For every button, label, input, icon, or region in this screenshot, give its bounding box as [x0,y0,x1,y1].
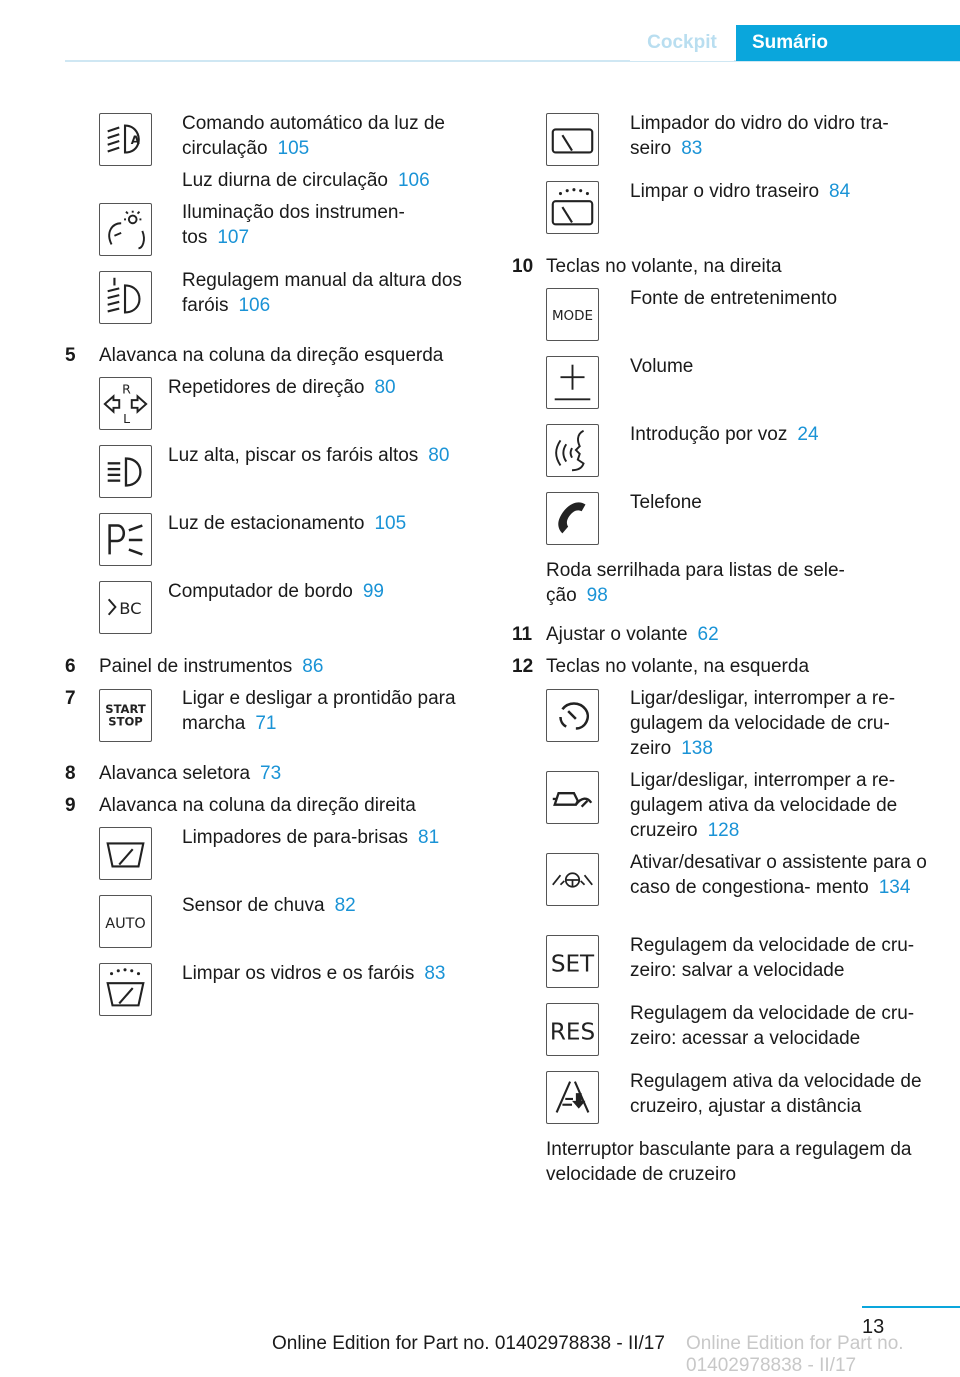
start-label: START [105,702,146,717]
entry-rocker-switch: Interruptor basculante para a regulagem da velocidade de cruzeiro [546,1139,912,1185]
entry-daytime-light: Luz diurna de circulação 106 [182,170,430,191]
page-ref[interactable]: 138 [681,738,713,759]
page-ref[interactable]: 83 [424,963,446,984]
turn-r-label: R [122,381,131,397]
entry-instrument-lighting: Iluminação dos instrumen- tos 107 [182,202,405,248]
page-ref[interactable]: 106 [238,295,271,316]
page-ref[interactable]: 98 [586,585,608,606]
distance-control-icon [546,1071,599,1124]
entry-distance-control: Regulagem ativa da velocidade de cruzeiro, ajustar a distância [630,1071,922,1117]
page-number: 13 [862,1316,885,1338]
auto-headlight-icon [99,113,152,166]
wiper-icon [99,827,152,880]
entry-phone: Telefone [630,492,702,513]
turn-l-label: L [123,411,131,427]
tab-sumario[interactable]: Sumário [736,25,960,61]
svg-text:A: A [130,132,140,147]
page-ref[interactable]: 62 [697,624,719,645]
page-ref[interactable]: 86 [302,656,324,677]
section-number: 10 [512,256,534,277]
entry-volume: Volume [630,356,694,377]
page-ref[interactable]: 83 [681,138,703,159]
page-ref[interactable]: 24 [797,424,819,445]
section-number: 8 [65,763,76,784]
start-stop-icon [99,689,152,742]
entry-headlight-range: Regulagem manual da altura dos faróis 106 [182,270,462,316]
page-ref[interactable]: 73 [260,763,282,784]
entry-parking-light: Luz de estacionamento 105 [168,513,407,534]
page-ref[interactable]: 128 [707,820,740,841]
auto-label: AUTO [105,915,146,932]
section-title: Ajustar o volante 62 [546,624,719,645]
parking-light-icon [99,513,152,566]
section-number: 5 [65,345,76,366]
headlight-range-icon [99,271,152,324]
footer-rule [862,1306,960,1308]
entry-entertainment-source: Fonte de entretenimento [630,288,838,309]
page-ref[interactable]: 105 [277,138,310,159]
rain-sensor-icon [99,895,152,948]
entry-board-computer: Computador de bordo 99 [168,581,384,602]
entry-set-speed: Regulagem da velocidade de cru- zeiro: salvar a velocidade [630,935,915,981]
entry-traffic-jam-assist: Ativar/desativar o assistente para o caso de congestiona- mento 134 [630,852,927,898]
section-title: Alavanca na coluna da direção esquerda [99,345,444,366]
page-ref[interactable]: 134 [878,877,911,898]
cruise-control-icon [546,689,599,742]
entry-wipers: Limpadores de para-brisas 81 [182,827,440,848]
page-ref[interactable]: 99 [362,581,384,602]
phone-icon [546,492,599,545]
instrument-lighting-icon [99,203,152,256]
entry-thumbwheel: Roda serrilhada para listas de sele- ção 98 [546,560,845,606]
section-number: 12 [512,656,534,677]
entry-washer: Limpar os vidros e os faróis 83 [182,963,446,984]
edition-text: Online Edition for Part no. 01402978838 - II/17 [272,1333,665,1354]
section-title: Alavanca na coluna da direção direita [99,795,416,816]
section-title: Alavanca seletora 73 [99,763,282,784]
page-ref[interactable]: 80 [374,377,396,398]
entry-cruise-control: Ligar/desligar, interromper a re- gulagem da velocidade de cru- zeiro 138 [630,688,896,759]
page-ref[interactable]: 106 [397,170,430,191]
res-button-icon [546,1003,599,1056]
volume-icon [546,356,599,409]
entry-high-beam: Luz alta, piscar os faróis altos 80 [168,445,450,466]
voice-input-icon [546,424,599,477]
set-button-icon [546,935,599,988]
entry-auto-light: Comando automático da luz de circulação 105 [182,113,445,159]
page-ref[interactable]: 82 [334,895,356,916]
entry-rain-sensor: Sensor de chuva 82 [182,895,356,916]
stop-label: STOP [108,714,143,729]
page-ref[interactable]: 84 [829,181,851,202]
turn-signal-icon [99,377,152,430]
tab-cockpit[interactable]: Cockpit [630,25,734,61]
section-title: Teclas no volante, na direita [546,256,782,277]
section-number: 7 [65,688,76,709]
section-title: Painel de instrumentos 86 [99,656,324,677]
mode-label: MODE [551,307,594,324]
traffic-jam-assist-icon [546,853,599,906]
mode-button-icon [546,288,599,341]
rear-wiper-icon [546,113,599,166]
section-number: 6 [65,656,76,677]
rear-washer-icon [546,181,599,234]
entry-rear-wiper: Limpador do vidro do vidro tra- seiro 83 [630,113,889,159]
section-number: 11 [512,624,533,645]
entry-active-cruise: Ligar/desligar, interromper a re- gulagem ativa da velocidade de cruzeiro 128 [630,770,898,841]
entry-start-stop: Ligar e desligar a prontidão para marcha 71 [182,688,456,734]
entry-resume-speed: Regulagem da velocidade de cru- zeiro: acessar a velocidade [630,1003,915,1049]
active-cruise-icon [546,771,599,824]
page-ref[interactable]: 107 [217,227,250,248]
board-computer-icon [99,581,152,634]
page-ref[interactable]: 105 [374,513,407,534]
section-title: Teclas no volante, na esquerda [546,656,810,677]
page-ref[interactable]: 81 [418,827,440,848]
entry-rear-washer: Limpar o vidro traseiro 84 [630,181,851,202]
res-label: RES [549,1019,596,1046]
page-ref[interactable]: 71 [255,713,277,734]
bc-label: BC [119,598,142,618]
entry-voice-input: Introdução por voz 24 [630,424,819,445]
watermark: Online Edition for Part no. 01402978838 - II/17 [686,1333,904,1376]
entry-turn-signal: Repetidores de direção 80 [168,377,396,398]
section-number: 9 [65,795,76,816]
washer-icon [99,963,152,1016]
high-beam-icon [99,445,152,498]
page-ref[interactable]: 80 [428,445,450,466]
set-label: SET [550,951,595,978]
